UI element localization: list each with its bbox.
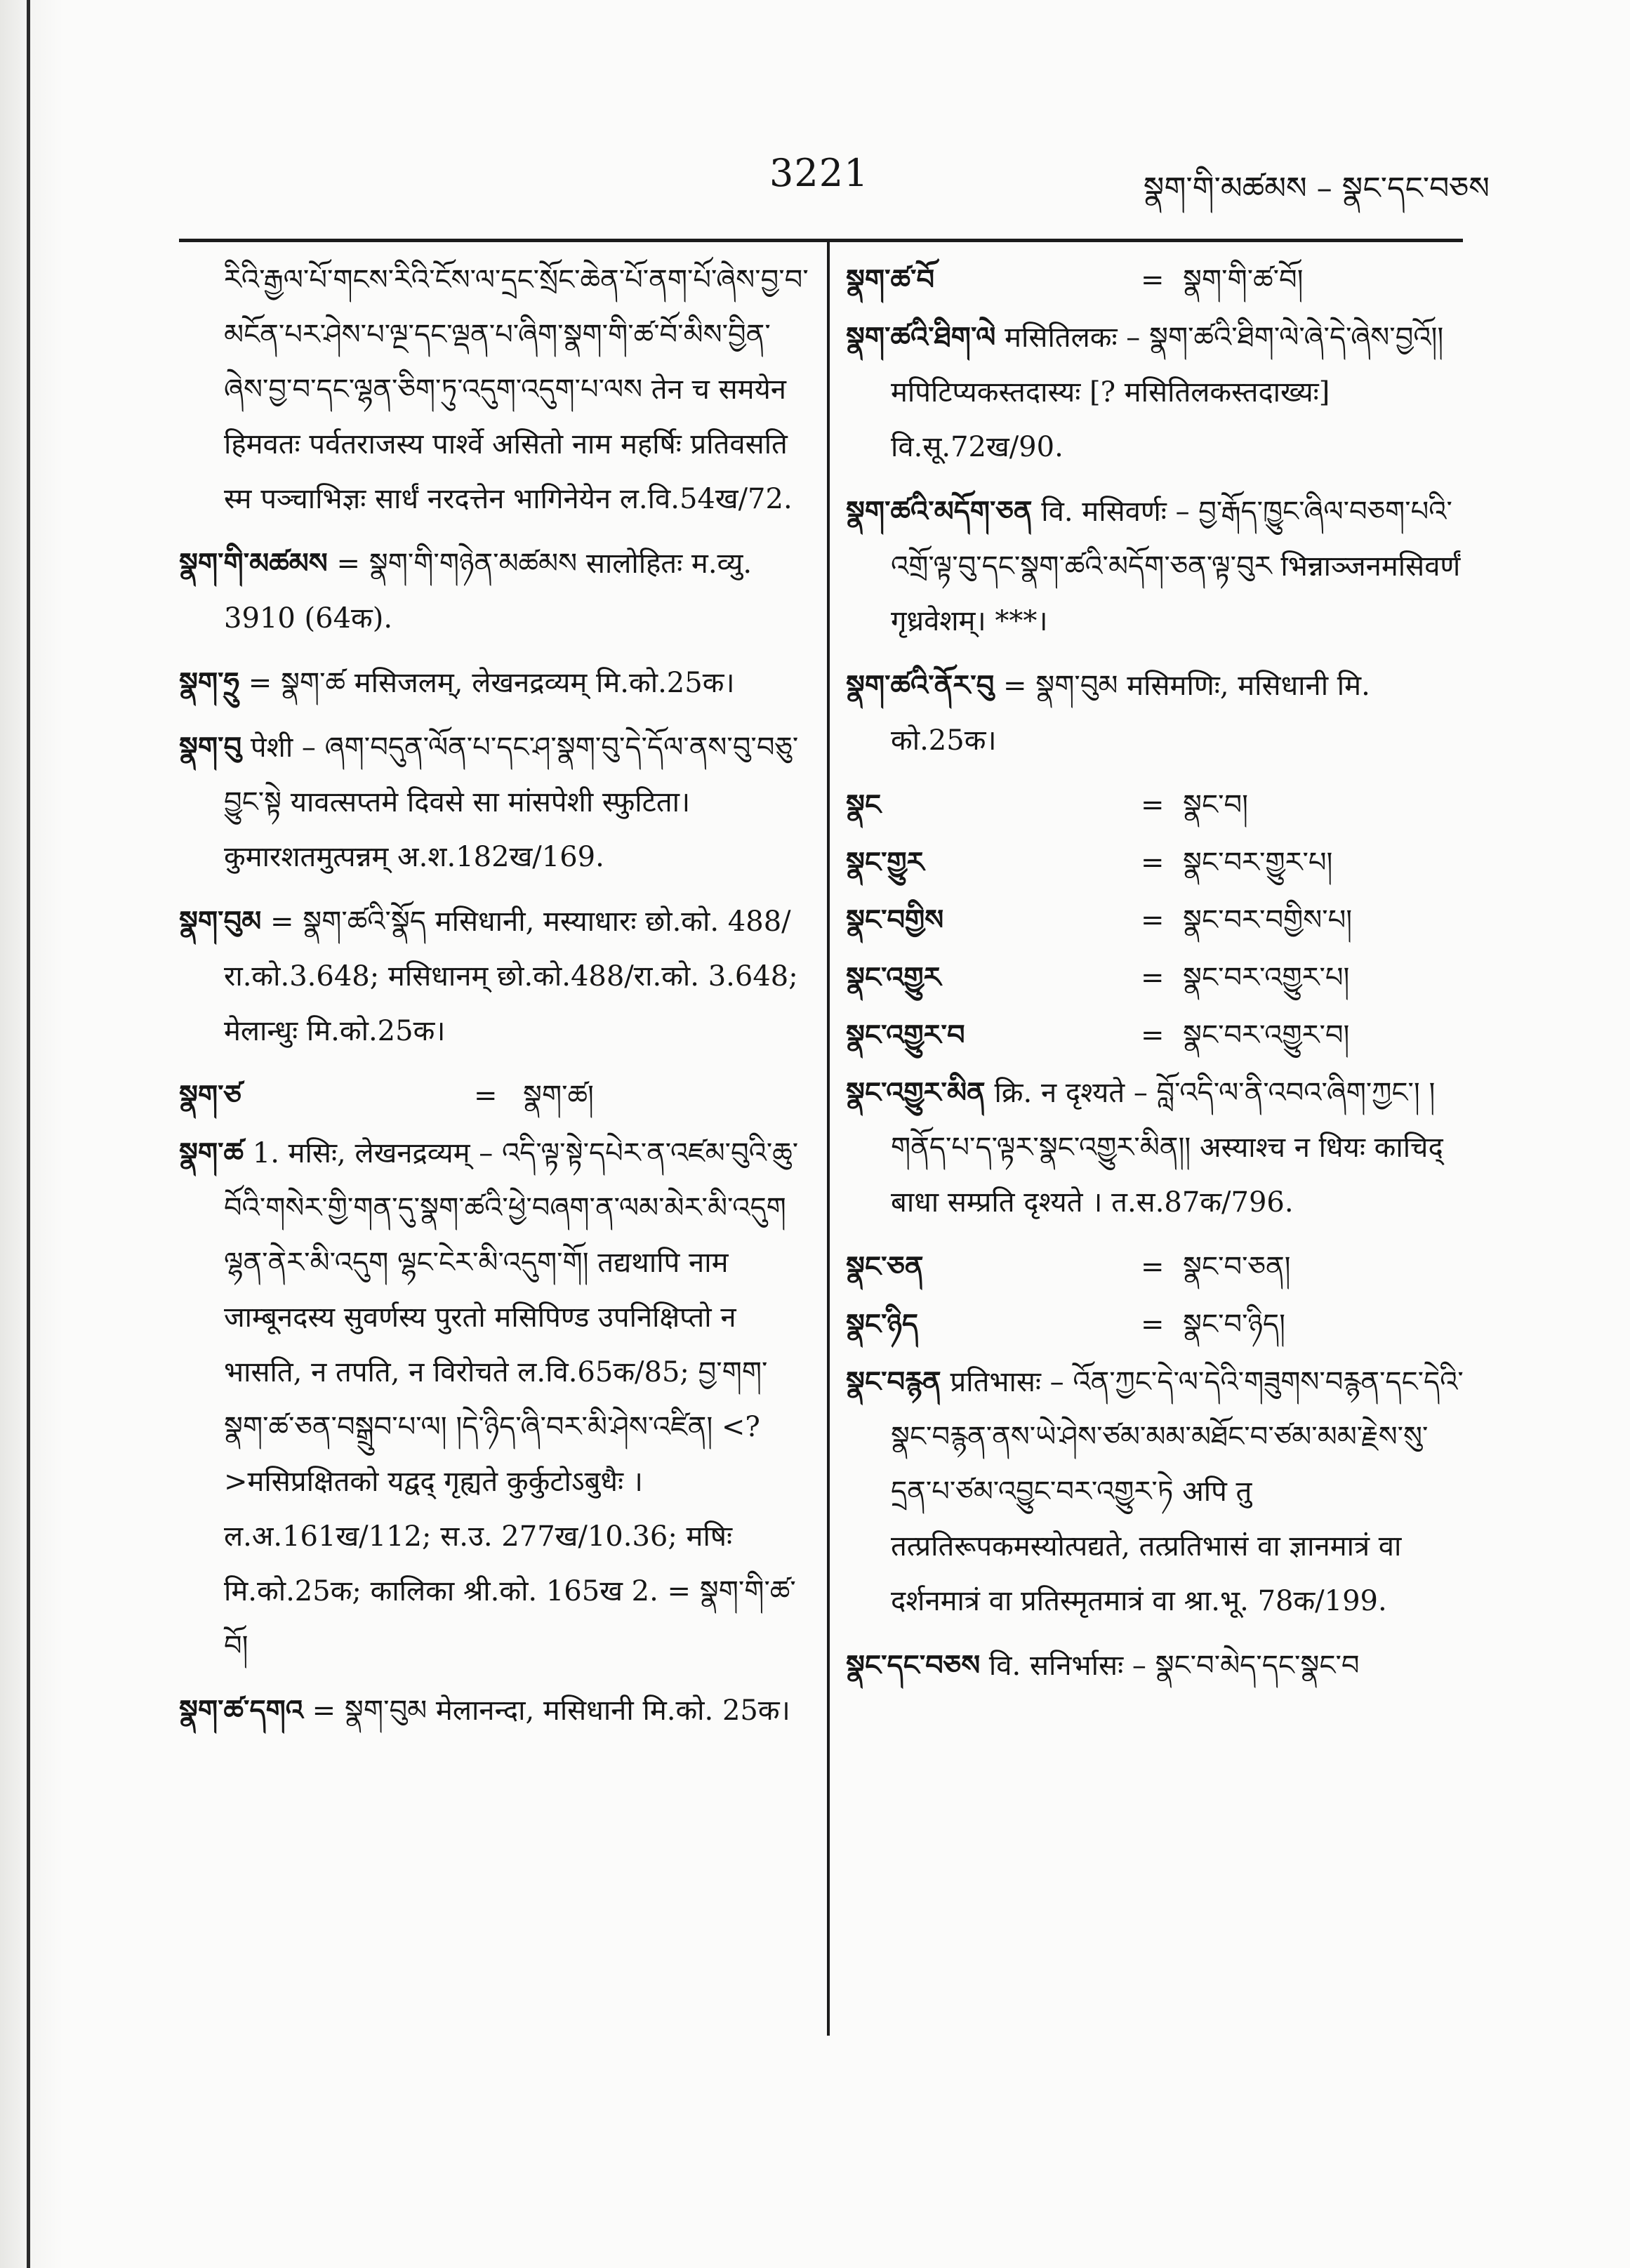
cross-reference-entry — [846, 778, 1464, 835]
header-rule — [179, 239, 1463, 242]
cross-reference-target: སྣང་བ་ཅན། — [1183, 1251, 1291, 1283]
entry-definition: = སྣག་བུམ मेलानन्दा, मसिधानी मि.को. 25क। — [303, 1695, 790, 1727]
cross-reference-entry — [846, 253, 1464, 310]
headword: སྣག་ཧྲུ — [179, 666, 240, 699]
cross-reference-entry — [179, 1068, 811, 1126]
headword: སྣང་ཉིད — [846, 1308, 919, 1341]
headword: སྣང — [846, 788, 882, 821]
cross-reference-target: སྣང་བར་འགྱུར་བ། — [1183, 1019, 1350, 1052]
headword: སྣག་ཚའི་ནོར་བུ — [846, 669, 995, 702]
entry-definition: 1. मसिः, लेखनद्रव्यम् – འདི་ལྟ་སྟེ་དཔེར་ན་འཛམ་བུའི་ཆུ་བོའི་གསེར་གྱི་གན་དུ་སྣག་ཚའི་ཕྱེ་བཞག་ན་ལམ་མེར་མི་འདུག ལྷན་ནེར་མི་འདུག ལྷང་ངེར་མི་འདུག་གོ། तद्यथापि नाम जाम्बूनदस्य सुवर्णस्य पुरतो मसिपिण्ड उपनिक्षिप्तो न भासति, न तपति, न विरोचते ल.वि.65क/85; བྱ་གག་སྣག་ཚ་ཅན་བསྒྲུབ་པ་ལ། །དེ་ཉིད་ཞི་བར་མི་ཤེས་འཛིན། <?>मसिप्रक्षितको यद्वद् गृह्यते कुर्कुटोऽबुधैः । ल.अ.161ख/112; स.उ. 277ख/10.36; मषिः मि.को.25क; कालिका श्री.को. 165ख 2. = སྣག་གི་ཚ་བོ། — [224, 1137, 799, 1662]
equals-sign: = — [1141, 962, 1165, 994]
right-column — [846, 253, 1464, 1703]
dictionary-entry — [846, 310, 1464, 475]
cross-reference-target: སྣང་བར་འགྱུར་པ། — [1183, 962, 1350, 994]
entry-definition: मसितिलकः – སྣག་ཚའི་ཐིག་ལེ་ཞེ་དེ་ཞེས་བྱའོ།། मपिटिप्यकस्तदास्यः [? मसितिलकस्तदाख्यः] वि.सू.72ख/90. — [891, 321, 1444, 463]
entry-definition: = སྣག་གི་གཉེན་མཚམས सालोहितः म.व्यु. 3910 (64क). — [224, 548, 753, 635]
page-header — [769, 144, 1490, 207]
equals-sign: = — [1141, 789, 1165, 821]
dictionary-entry — [179, 720, 811, 884]
continued-entry — [179, 253, 811, 526]
headword: སྣང་འགྱུར་མིན — [846, 1076, 986, 1109]
headword: སྣང་འགྱུར་བ — [846, 1019, 965, 1052]
entry-definition: वि. सनिर्भासः – སྣང་བ་མེད་དང་སྣང་བ — [980, 1650, 1360, 1682]
cross-reference-entry — [846, 1008, 1464, 1066]
headword: སྣང་འགྱུར — [846, 961, 941, 994]
dictionary-entry — [179, 536, 811, 646]
headword: སྣང་གྱུར — [846, 846, 925, 879]
entry-definition: = སྣག་ཚ मसिजलम्, लेखनद्रव्यम् मि.को.25क। — [239, 667, 735, 699]
cross-reference-entry — [846, 1297, 1464, 1355]
headword: སྣང་ཅན — [846, 1250, 924, 1283]
cross-reference-target: སྣང་བ། — [1183, 789, 1248, 821]
entry-definition: རིའི་རྒྱལ་པོ་གངས་རིའི་ངོས་ལ་དྲང་སྲོང་ཆེན་པོ་ནག་པོ་ཞེས་བྱ་བ་མངོན་པར་ཤེས་པ་ལྔ་དང་ལྡན་པ་ཞིག་སྣག་གི་ཚ་བོ་མིས་བྱིན་ཞེས་བྱ་བ་དང་ལྷན་ཅིག་ཏུ་འདུག་འདུག་པ་ལས तेन च समयेन हिमवतः पर्वतराजस्य पार्श्वे असितो नाम महर्षिः प्रतिवसति स्म पञ्चाभिज्ञः सार्धं नरदत्तेन भागिनेयेन ल.वि.54ख/72. — [224, 264, 809, 515]
headword: སྣག་ཚ — [179, 1136, 244, 1169]
cross-reference-entry — [846, 835, 1464, 893]
headword: སྣང་དང་བཅས — [846, 1649, 981, 1682]
cross-reference-target: སྣང་བར་བགྱིས་པ། — [1183, 904, 1353, 936]
column-divider — [827, 242, 830, 2036]
page-number: 3221 — [769, 151, 869, 195]
book-binding-edge — [0, 0, 63, 2268]
equals-sign: = — [1141, 1251, 1165, 1283]
entry-definition: = སྣག་བུམ मसिमणिः, मसिधानी मि. को.25क। — [891, 670, 1370, 757]
cross-reference-target: སྣག་ཚ། — [523, 1080, 594, 1112]
cross-reference-target: སྣང་བ་ཉིད། — [1183, 1308, 1285, 1341]
cross-reference-entry — [846, 1240, 1464, 1297]
entry-definition: वि. मसिवर्णः – བྱ་རྒོད་ཁྱུང་ཞིལ་བཅག་པའི་འགྲོ་ལྟ་བུ་དང་སྣག་ཚའི་མདོག་ཅན་ལྟ་བུར भिन्नाञ्जनमसिवर्णं गृध्रवेशम्। ***। — [891, 496, 1461, 637]
entry-definition: प्रतिभासः – འོན་ཀྱང་དེ་ལ་དེའི་གཟུགས་བརྙན་དང་དེའི་སྣང་བརྙན་ནས་ཡེ་ཤེས་ཙམ་མམ་མཐོང་བ་ཙམ་མམ་རྗེས་སུ་དྲན་པ་ཙམ་འབྱུང་བར་འགྱུར་ཏེ अपि तु तत्प्रतिरूपकमस्योत्पद्यते, तत्प्रतिभासं वा ज्ञानमात्रं वा दर्शनमात्रं वा प्रतिस्मृतमात्रं वा श्रा.भू. 78क/199. — [891, 1366, 1464, 1617]
dictionary-entry — [846, 658, 1464, 768]
dictionary-entry — [846, 1638, 1464, 1693]
dictionary-entry — [846, 1066, 1464, 1230]
binding-line — [27, 0, 30, 2268]
equals-sign: = — [1141, 264, 1165, 296]
headword: སྣག་ཚ་བོ — [846, 263, 935, 296]
running-head: སྣག་གི་མཚམས – སྣང་དང་བཅས — [1143, 171, 1490, 206]
left-column — [179, 253, 811, 1748]
cross-reference-entry — [846, 893, 1464, 950]
cross-reference-target: སྣང་བར་གྱུར་པ། — [1183, 847, 1333, 879]
dictionary-entry — [179, 894, 811, 1059]
cross-reference-target: སྣག་གི་ཚ་བོ། — [1183, 264, 1304, 296]
entry-definition: = སྣག་ཚའི་སྣོད मसिधानी, मस्याधारः छो.को. 488/रा.को.3.648; मसिधानम् छो.को.488/रा.को. 3.648; मेलान्धुः मि.को.25क। — [224, 906, 798, 1047]
entry-definition: पेशी – ཞག་བདུན་ལོན་པ་དང་ཤ་སྣག་བུ་དེ་དོལ་ནས་བུ་བཅུ་བྱུང་སྟེ यावत्सप्तमे दिवसे सा मांसपेशी स्फुटिता। कुमारशतमुत्पन्नम् अ.श.182ख/169. — [224, 731, 799, 873]
headword: སྣག་ཚའི་ཐིག་ལེ — [846, 321, 996, 354]
dictionary-entry — [846, 1355, 1464, 1629]
dictionary-entry — [179, 1683, 811, 1738]
headword: སྣག་ཚ་དགའ — [179, 1694, 303, 1727]
equals-sign: = — [1141, 904, 1165, 936]
headword: སྣང་བརྙན — [846, 1365, 941, 1398]
cross-reference-entry — [846, 950, 1464, 1008]
dictionary-entry — [179, 656, 811, 710]
headword: སྣག་བུ — [179, 731, 242, 764]
headword: སྣག་གི་མཚམས — [179, 547, 328, 580]
dictionary-entry — [846, 484, 1464, 649]
headword: སྣག་བུམ — [179, 905, 262, 938]
headword: སྣང་བགྱིས — [846, 903, 944, 936]
equals-sign: = — [1141, 1019, 1165, 1052]
equals-sign: = — [1141, 847, 1165, 879]
dictionary-entry — [179, 1126, 811, 1673]
equals-sign: = — [474, 1080, 498, 1112]
entry-definition: क्रि. न दृश्यते – བློ་འདི་ལ་ནི་འབའ་ཞིག་ཀྱང་། །གནོད་པ་ད་ལྟར་སྣང་འགྱུར་མིན།། अस्याश्च न धियः काचिद् बाधा सम्प्रति दृश्यते । त.स.87क/796. — [891, 1077, 1443, 1219]
headword: སྣག་ཚའི་མདོག་ཅན — [846, 495, 1033, 528]
equals-sign: = — [1141, 1308, 1165, 1341]
headword: སྣག་ཙ — [179, 1079, 241, 1112]
